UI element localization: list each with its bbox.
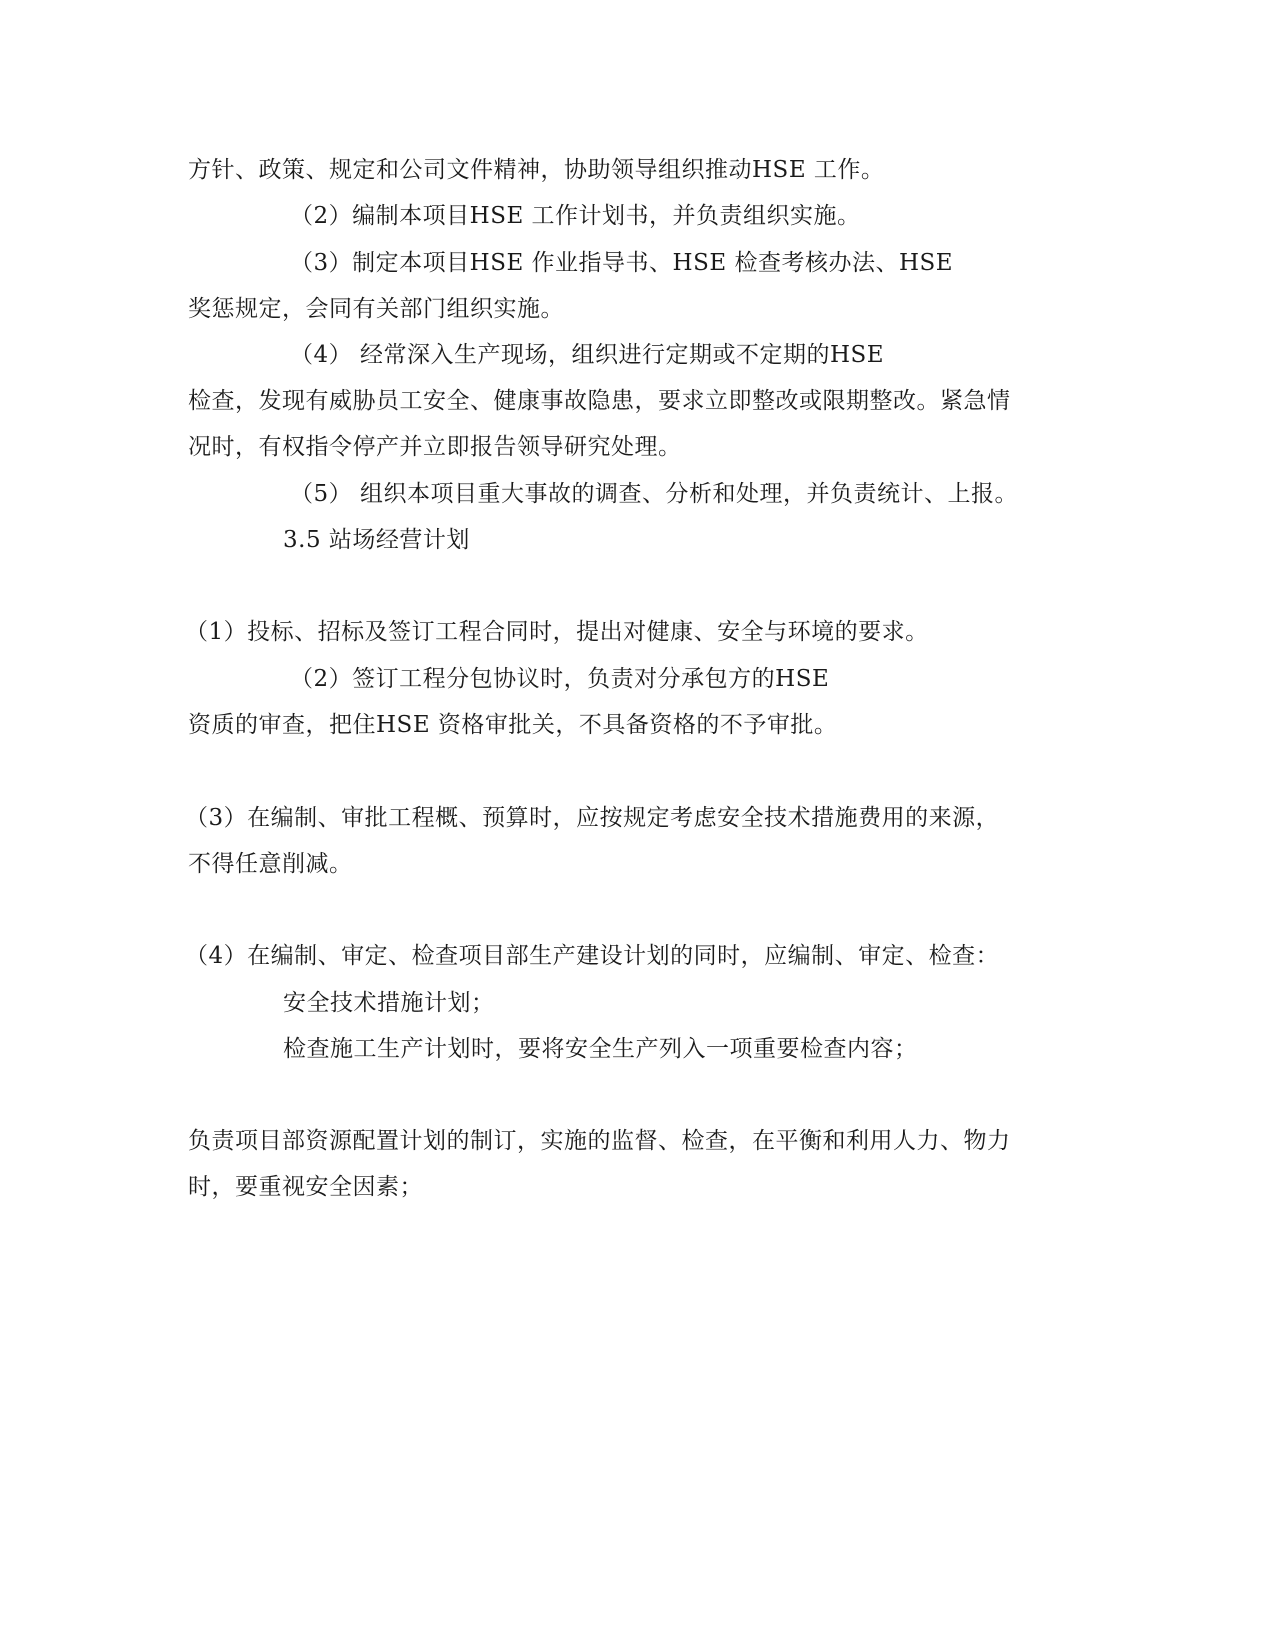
list-item-3: （3）在编制、审批工程概、预算时，应按规定考虑安全技术措施费用的来源， [185,805,1000,831]
list-item-2: （2）签订工程分包协议时，负责对分承包方的HSE [290,666,830,692]
body-text-line: 检查，发现有威胁员工安全、健康事故隐患，要求立即整改或限期整改。紧急情 [188,388,1011,414]
body-text-line: 时，要重视安全因素； [188,1174,423,1200]
list-item-4: （4）在编制、审定、检查项目部生产建设计划的同时，应编制、审定、检查： [185,943,1000,969]
list-item-2: （2）编制本项目HSE 工作计划书，并负责组织实施。 [290,203,861,229]
list-item-3: （3）制定本项目HSE 作业指导书、HSE 检查考核办法、HSE [290,250,954,276]
list-item-5: （5） 组织本项目重大事故的调查、分析和处理，并负责统计、上报。 [290,481,1018,507]
body-text-line: 安全技术措施计划； [283,990,495,1016]
body-text-line: 奖惩规定，会同有关部门组织实施。 [188,296,564,322]
section-heading: 3.5 站场经营计划 [283,527,470,553]
body-text-line: 况时，有权指令停产并立即报告领导研究处理。 [188,434,682,460]
body-text-line: 资质的审查，把住HSE 资格审批关，不具备资格的不予审批。 [188,712,838,738]
body-text-line: 方针、政策、规定和公司文件精神，协助领导组织推动HSE 工作。 [188,157,885,183]
body-text-line: 负责项目部资源配置计划的制订，实施的监督、检查，在平衡和利用人力、物力 [188,1128,1011,1154]
list-item-4: （4） 经常深入生产现场，组织进行定期或不定期的HSE [290,342,885,368]
list-item-1: （1）投标、招标及签订工程合同时，提出对健康、安全与环境的要求。 [185,619,929,645]
body-text-line: 检查施工生产计划时，要将安全生产列入一项重要检查内容； [283,1036,918,1062]
body-text-line: 不得任意削减。 [188,851,353,877]
